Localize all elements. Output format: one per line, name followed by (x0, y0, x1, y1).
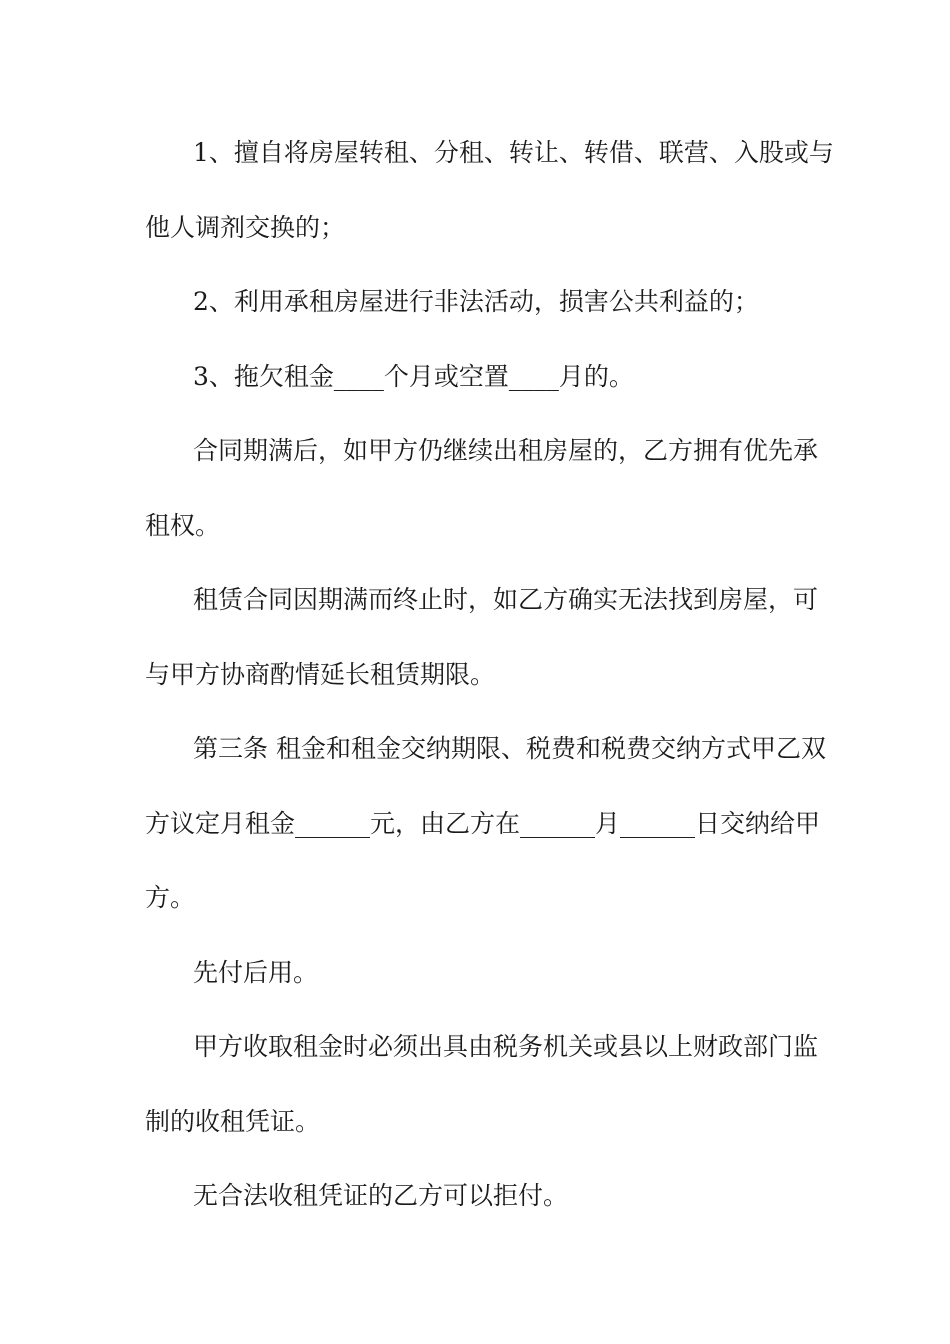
text-line: 方。 (145, 883, 196, 912)
text-line: 合同期满后，如甲方仍继续出租房屋的，乙方拥有优先承 (193, 436, 819, 465)
text-line: 甲方收取租金时必须出具由税务机关或县以上财政部门监 (193, 1032, 819, 1061)
text-line: 无合法收租凭证的乙方可以拒付。 (193, 1181, 569, 1210)
text-line: 方议定月租金______元，由乙方在______月______日交纳给甲 (145, 808, 821, 838)
document-body (145, 134, 834, 1215)
text-line: 第三条 租金和租金交纳期限、税费和税费交纳方式甲乙双 (193, 734, 826, 763)
text-line: 与甲方协商酌情延长租赁期限。 (145, 659, 496, 689)
text-line: 租权。 (145, 510, 221, 540)
text-line: 2、利用承租房屋进行非法活动，损害公共利益的； (193, 287, 759, 316)
text-line: 制的收租凭证。 (145, 1106, 321, 1136)
text-line: 他人调剂交换的； (145, 212, 346, 242)
text-line: 先付后用。 (193, 957, 319, 987)
text-line: 租赁合同因期满而终止时，如乙方确实无法找到房屋，可 (193, 585, 819, 614)
text-line: 1、擅自将房屋转租、分租、转让、转借、联营、入股或与 (193, 138, 834, 167)
text-line: 3、拖欠租金____个月或空置____月的。 (193, 361, 634, 391)
